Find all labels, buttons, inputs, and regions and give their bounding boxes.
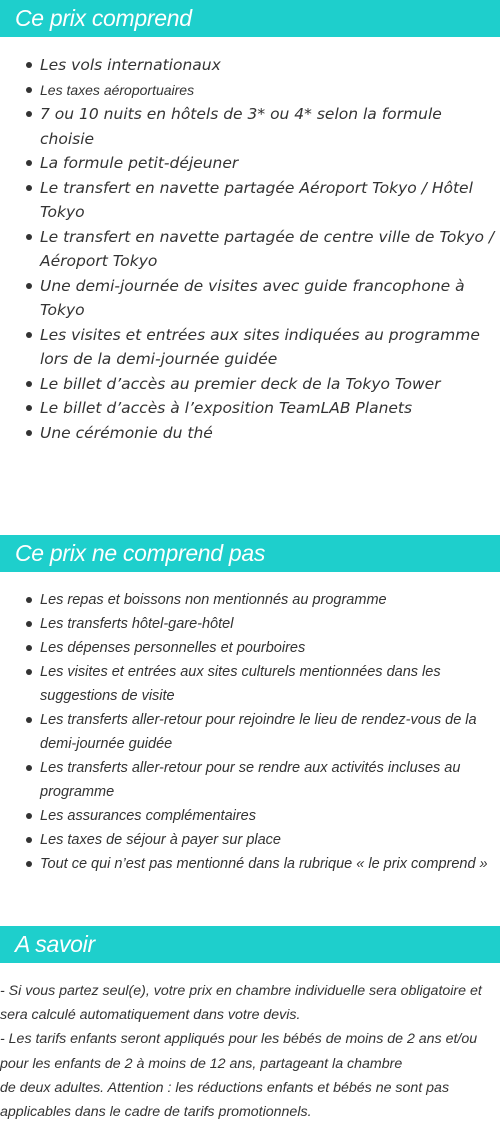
list-item: Les transferts hôtel-gare-hôtel	[0, 612, 500, 636]
excluded-list	[0, 588, 500, 876]
list-item: La formule petit-déjeuner	[0, 151, 500, 176]
info-line: - Si vous partez seul(e), votre prix en chambre individuelle sera obligatoire et sera calculé automatiquement dans votre devis.	[0, 983, 482, 1024]
included-section-title: Ce prix comprend	[0, 0, 500, 37]
list-item: Le billet d’accès au premier deck de la Tokyo Tower	[0, 372, 500, 397]
list-item: Les repas et boissons non mentionnés au programme	[0, 588, 500, 612]
list-item: Les taxes aéroportuaires	[0, 78, 500, 103]
list-item: Tout ce qui n’est pas mentionné dans la rubrique « le prix comprend »	[0, 852, 500, 876]
list-item: Le billet d’accès à l’exposition TeamLAB Planets	[0, 396, 500, 421]
list-item: 7 ou 10 nuits en hôtels de 3* ou 4* selon la formule choisie	[0, 102, 500, 151]
list-item: Les transferts aller-retour pour se rendre aux activités incluses au programme	[0, 756, 500, 804]
info-section-title: A savoir	[0, 926, 500, 963]
excluded-section-title: Ce prix ne comprend pas	[0, 535, 500, 572]
list-item: Une cérémonie du thé	[0, 421, 500, 446]
list-item: Les assurances complémentaires	[0, 804, 500, 828]
included-list	[0, 53, 500, 445]
list-item: Une demi-journée de visites avec guide francophone à Tokyo	[0, 274, 500, 323]
info-text	[0, 979, 500, 1124]
list-item: Les vols internationaux	[0, 53, 500, 78]
list-item: Les dépenses personnelles et pourboires	[0, 636, 500, 660]
list-item: Le transfert en navette partagée Aéroport Tokyo / Hôtel Tokyo	[0, 176, 500, 225]
list-item: Les visites et entrées aux sites indiquées au programme lors de la demi-journée guidée	[0, 323, 500, 372]
list-item: Les visites et entrées aux sites culturels mentionnées dans les suggestions de visite	[0, 660, 500, 708]
list-item: Les transferts aller-retour pour rejoindre le lieu de rendez-vous de la demi-journée guidée	[0, 708, 500, 756]
list-item: Le transfert en navette partagée de centre ville de Tokyo / Aéroport Tokyo	[0, 225, 500, 274]
list-item: Les taxes de séjour à payer sur place	[0, 828, 500, 852]
info-line: de deux adultes. Attention : les réductions enfants et bébés ne sont pas applicables dans le cadre de tarifs promotionnels.	[0, 1079, 450, 1121]
info-line: - Les tarifs enfants seront appliqués pour les bébés de moins de 2 ans et/ou pour les enfants de 2 à moins de 12 ans, partageant la chambre	[0, 1031, 478, 1072]
